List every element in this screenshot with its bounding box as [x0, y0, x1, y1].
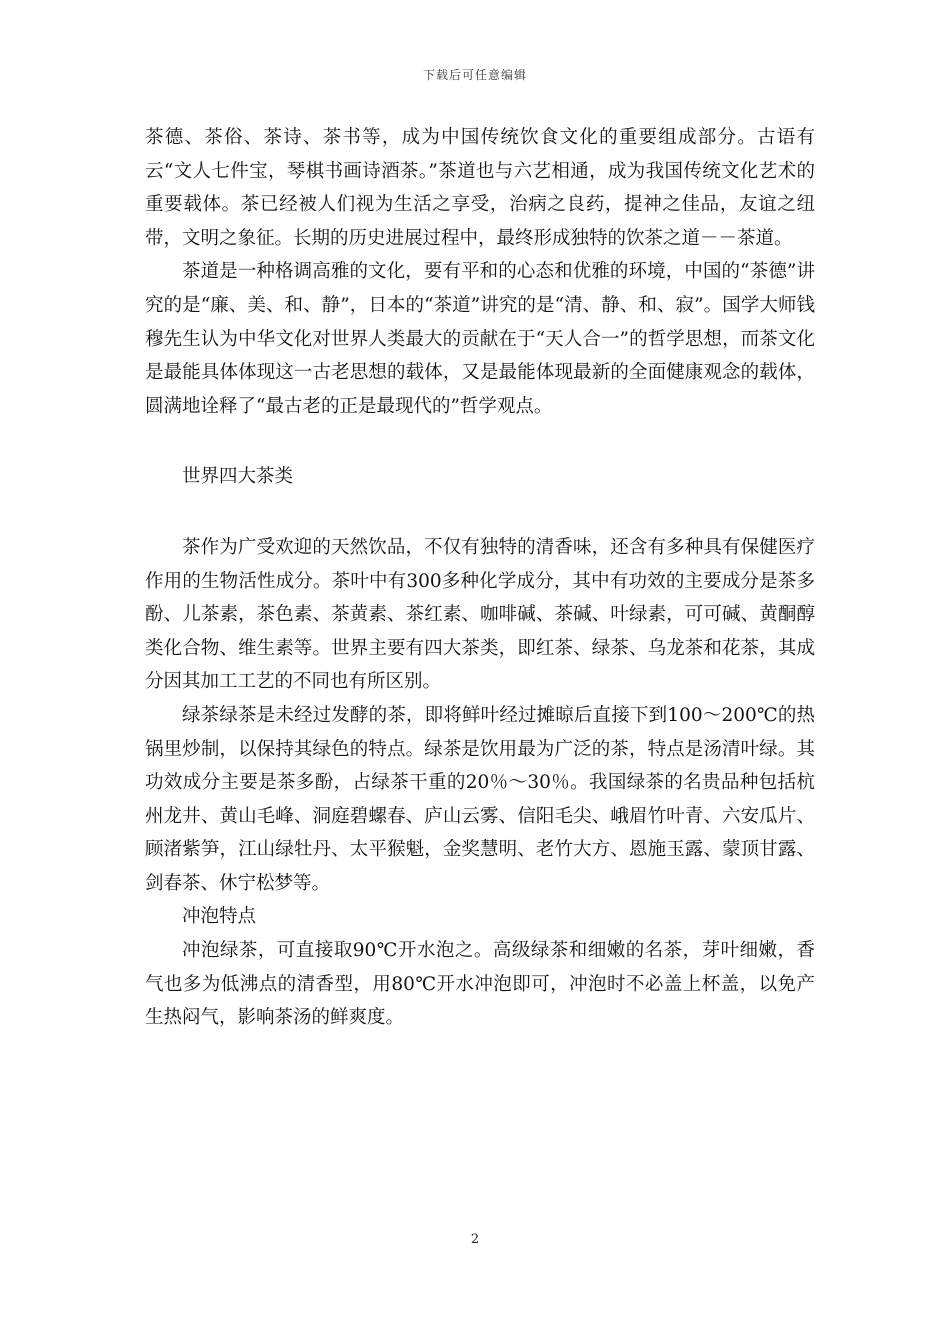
- section-heading-four-tea-types: 世界四大茶类: [182, 466, 294, 488]
- paragraph-tea-components: 茶作为广受欢迎的天然饮品，不仅有独特的清香味，还含有多种具有保健医疗作用的生物活性成分。茶叶中有300多种化学成分，其中有功效的主要成分是茶多酚、儿茶素，茶色素、茶黄素、茶红素、咖啡碱、茶碱、叶绿素，可可碱、黄酮醇类化合物、维生素等。世界主要有四大茶类，即红茶、绿茶、乌龙茶和花茶，其成分因其加工工艺的不同也有所区别。: [145, 536, 815, 693]
- page-header: 下载后可任意编辑: [422, 68, 527, 82]
- paragraph-tea-culture: 茶德、茶俗、茶诗、茶书等，成为中国传统饮食文化的重要组成部分。古语有云“文人七件宝，琴棋书画诗酒茶。”茶道也与六艺相通，成为我国传统文化艺术的重要载体。茶已经被人们视为生活之享受，治病之良药，提神之佳品，友谊之纽带，文明之象征。长期的历史进展过程中，最终形成独特的饮茶之道－－茶道。: [145, 127, 815, 249]
- paragraph-tea-ceremony: 茶道是一种格调高雅的文化，要有平和的心态和优雅的环境，中国的“茶德”讲究的是“廉、美、和、静”，日本的“茶道”讲究的是“清、静、和、寂”。国学大师钱穆先生认为中华文化对世界人类最大的贡献在于“天人合一”的哲学思想，而茶文化是最能具体体现这一古老思想的载体，又是最能体现最新的全面健康观念的载体，圆满地诠释了“最古老的正是最现代的”哲学观点。: [145, 261, 815, 417]
- document-body: [145, 121, 815, 1035]
- page-number: 2: [470, 1232, 480, 1247]
- paragraph-green-tea: 绿茶绿茶是未经过发酵的茶，即将鲜叶经过摊晾后直接下到100～200℃的热锅里炒制，以保持其绿色的特点。绿茶是饮用最为广泛的茶，特点是汤清叶绿。其功效成分主要是茶多酚，占绿茶干重的20％～30％。我国绿茶的名贵品种包括杭州龙井、黄山毛峰、洞庭碧螺春、庐山云雾、信阳毛尖、峨眉竹叶青、六安瓜片、顾渚紫笋，江山绿牡丹、太平猴魁，金奖慧明、老竹大方、恩施玉露、蒙顶甘露、剑春茶、休宁松梦等。: [145, 704, 815, 894]
- paragraph-brewing-green-tea: 冲泡绿茶，可直接取90℃开水泡之。高级绿茶和细嫩的名茶，芽叶细嫩，香气也多为低沸点的清香型，用80℃开水冲泡即可，冲泡时不必盖上杯盖，以免产生热闷气，影响茶汤的鲜爽度。: [145, 940, 815, 1029]
- section-heading-brewing: 冲泡特点: [182, 906, 257, 928]
